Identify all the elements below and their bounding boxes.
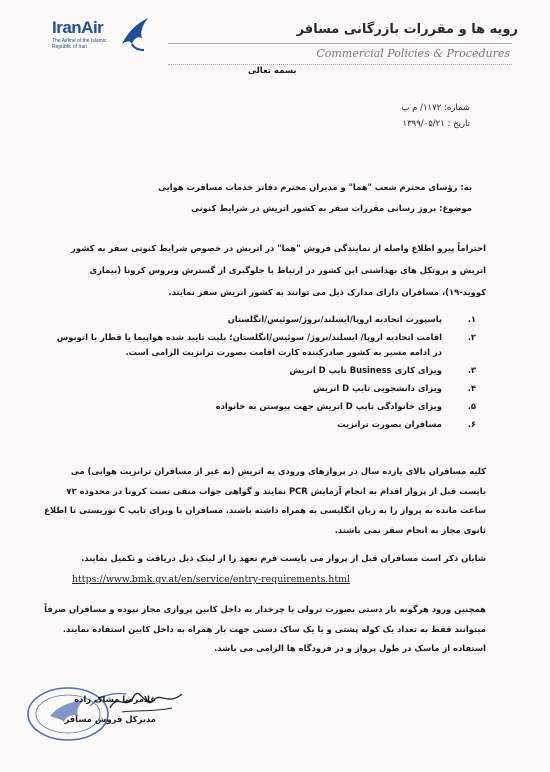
signatory-name: غلامرضا مشاک زاده [74, 694, 156, 704]
list-number: ۵. [467, 401, 476, 411]
logo-wordmark: IranAir [52, 18, 104, 37]
subject-line: موضوع: بروز رسانی مقررات سفر به کشور اتریش در شرایط کنونی [191, 203, 472, 213]
list-item [56, 399, 476, 414]
list-item [56, 381, 476, 396]
list-item [56, 330, 476, 360]
recipient-line: به: رؤسای محترم شعب "هما" و مدیران محترم دفاتر خدمات مسافرت هوایی [158, 182, 472, 192]
list-item [56, 363, 476, 378]
iranair-logo [52, 14, 152, 58]
list-text: ویزای خانوادگی تایپ D اتریش جهت پیوستن به خانواده [215, 401, 442, 411]
letter-meta [401, 100, 470, 132]
list-item [56, 417, 476, 432]
list-number: ۳. [467, 365, 476, 375]
letter-number: شماره: ۱۱۷۲/ م پ [401, 103, 470, 113]
list-text: ویزای دانشجویی تایپ D اتریش [313, 383, 442, 393]
list-text: ویزای کاری Business تایپ D اتریش [289, 365, 442, 375]
bismillah: بسمه تعالی [248, 66, 297, 76]
list-text: مسافران بصورت ترانزیت [337, 419, 442, 429]
list-item [56, 312, 476, 327]
intro-paragraph: احتراماً پیرو اطلاع واصله از نمایندگی فروش "هما" در اتریش در خصوص شرایط کنونی سفر به کشور اتریش و پروتکل های بهداشتی این کشور در ارتباط با جلوگیری از گسترش ویروس کرونا (بیماری کووید-۱۹)، مسافران دارای مدارک ذیل می توانند به کشور اتریش سفر نمایند. [71, 243, 486, 297]
header-title-en: Commercial Policies & Procedures [316, 47, 510, 60]
document-list [56, 312, 476, 435]
list-number: ۴. [467, 383, 476, 393]
letter-date: تاریخ : ۱۳۹۹/۰۵/۲۱ [402, 119, 470, 129]
homa-bird-icon [118, 14, 152, 54]
header-divider [168, 43, 512, 44]
logo-subtitle: The Airline of the Islamic Republic of Iran [52, 38, 107, 50]
form-paragraph: شایان ذکر است مسافران قبل از پرواز می بایست فرم تعهد را از لینک ذیل دریافت و تکمیل نمایند. [81, 553, 486, 563]
list-text: اقامت اتحادیه اروپا/ ایسلند/نروژ/ سوئیس/انگلستان؛ بلیت تایید شده هواپیما یا قطار یا اتوبوس در ادامه مسیر به کشور صادرکننده کارت اقامت بصورت ترانزیت الزامی است. [56, 332, 442, 357]
entry-requirements-link[interactable]: https://www.bmk.gv.at/en/service/entry-requirements.html [72, 574, 350, 585]
pcr-paragraph: کلیه مسافران بالای یازده سال در پروازهای ورودی به اتریش (به غیر از مسافران ترانزیت هوایی) می بایست قبل از پرواز اقدام به انجام آزمایش PCR نمایند و گواهی جواب منفی تست کرونا در محدوده ۷۲ ساعت مانده به پرواز را به زبان انگلیسی به همراه داشته باشند. مسافران با ویزای تایپ C توریستی تا اطلاع ثانوی مجاز به انجام سفر نمی باشند. [44, 466, 486, 535]
list-text: پاسپورت اتحادیه اروپا/ایسلند/نروژ/سوئیس/انگلستان [227, 314, 442, 324]
header-title-fa: رویه ها و مقررات بازرگانی مسافر [296, 22, 518, 37]
header-dotted-divider [168, 64, 512, 65]
list-number: ۱. [467, 314, 476, 324]
baggage-paragraph: همچنین ورود هرگونه بار دستی بصورت ترولی یا چرخدار به داخل کابین پروازی مجاز نبوده و مسافران صرفاً میتوانند فقط به تعداد یک کوله پشتی و یا یک ساک دستی جهت بار همراه به داخل کابین استفاده نمایند. استفاده از ماسک در طول پرواز و در فرودگاه ها الزامی می باشد. [44, 604, 486, 653]
signatory-title: مدیرکل فروش مسافر [64, 714, 156, 724]
list-number: ۶. [467, 419, 476, 429]
list-number: ۲. [467, 332, 476, 342]
